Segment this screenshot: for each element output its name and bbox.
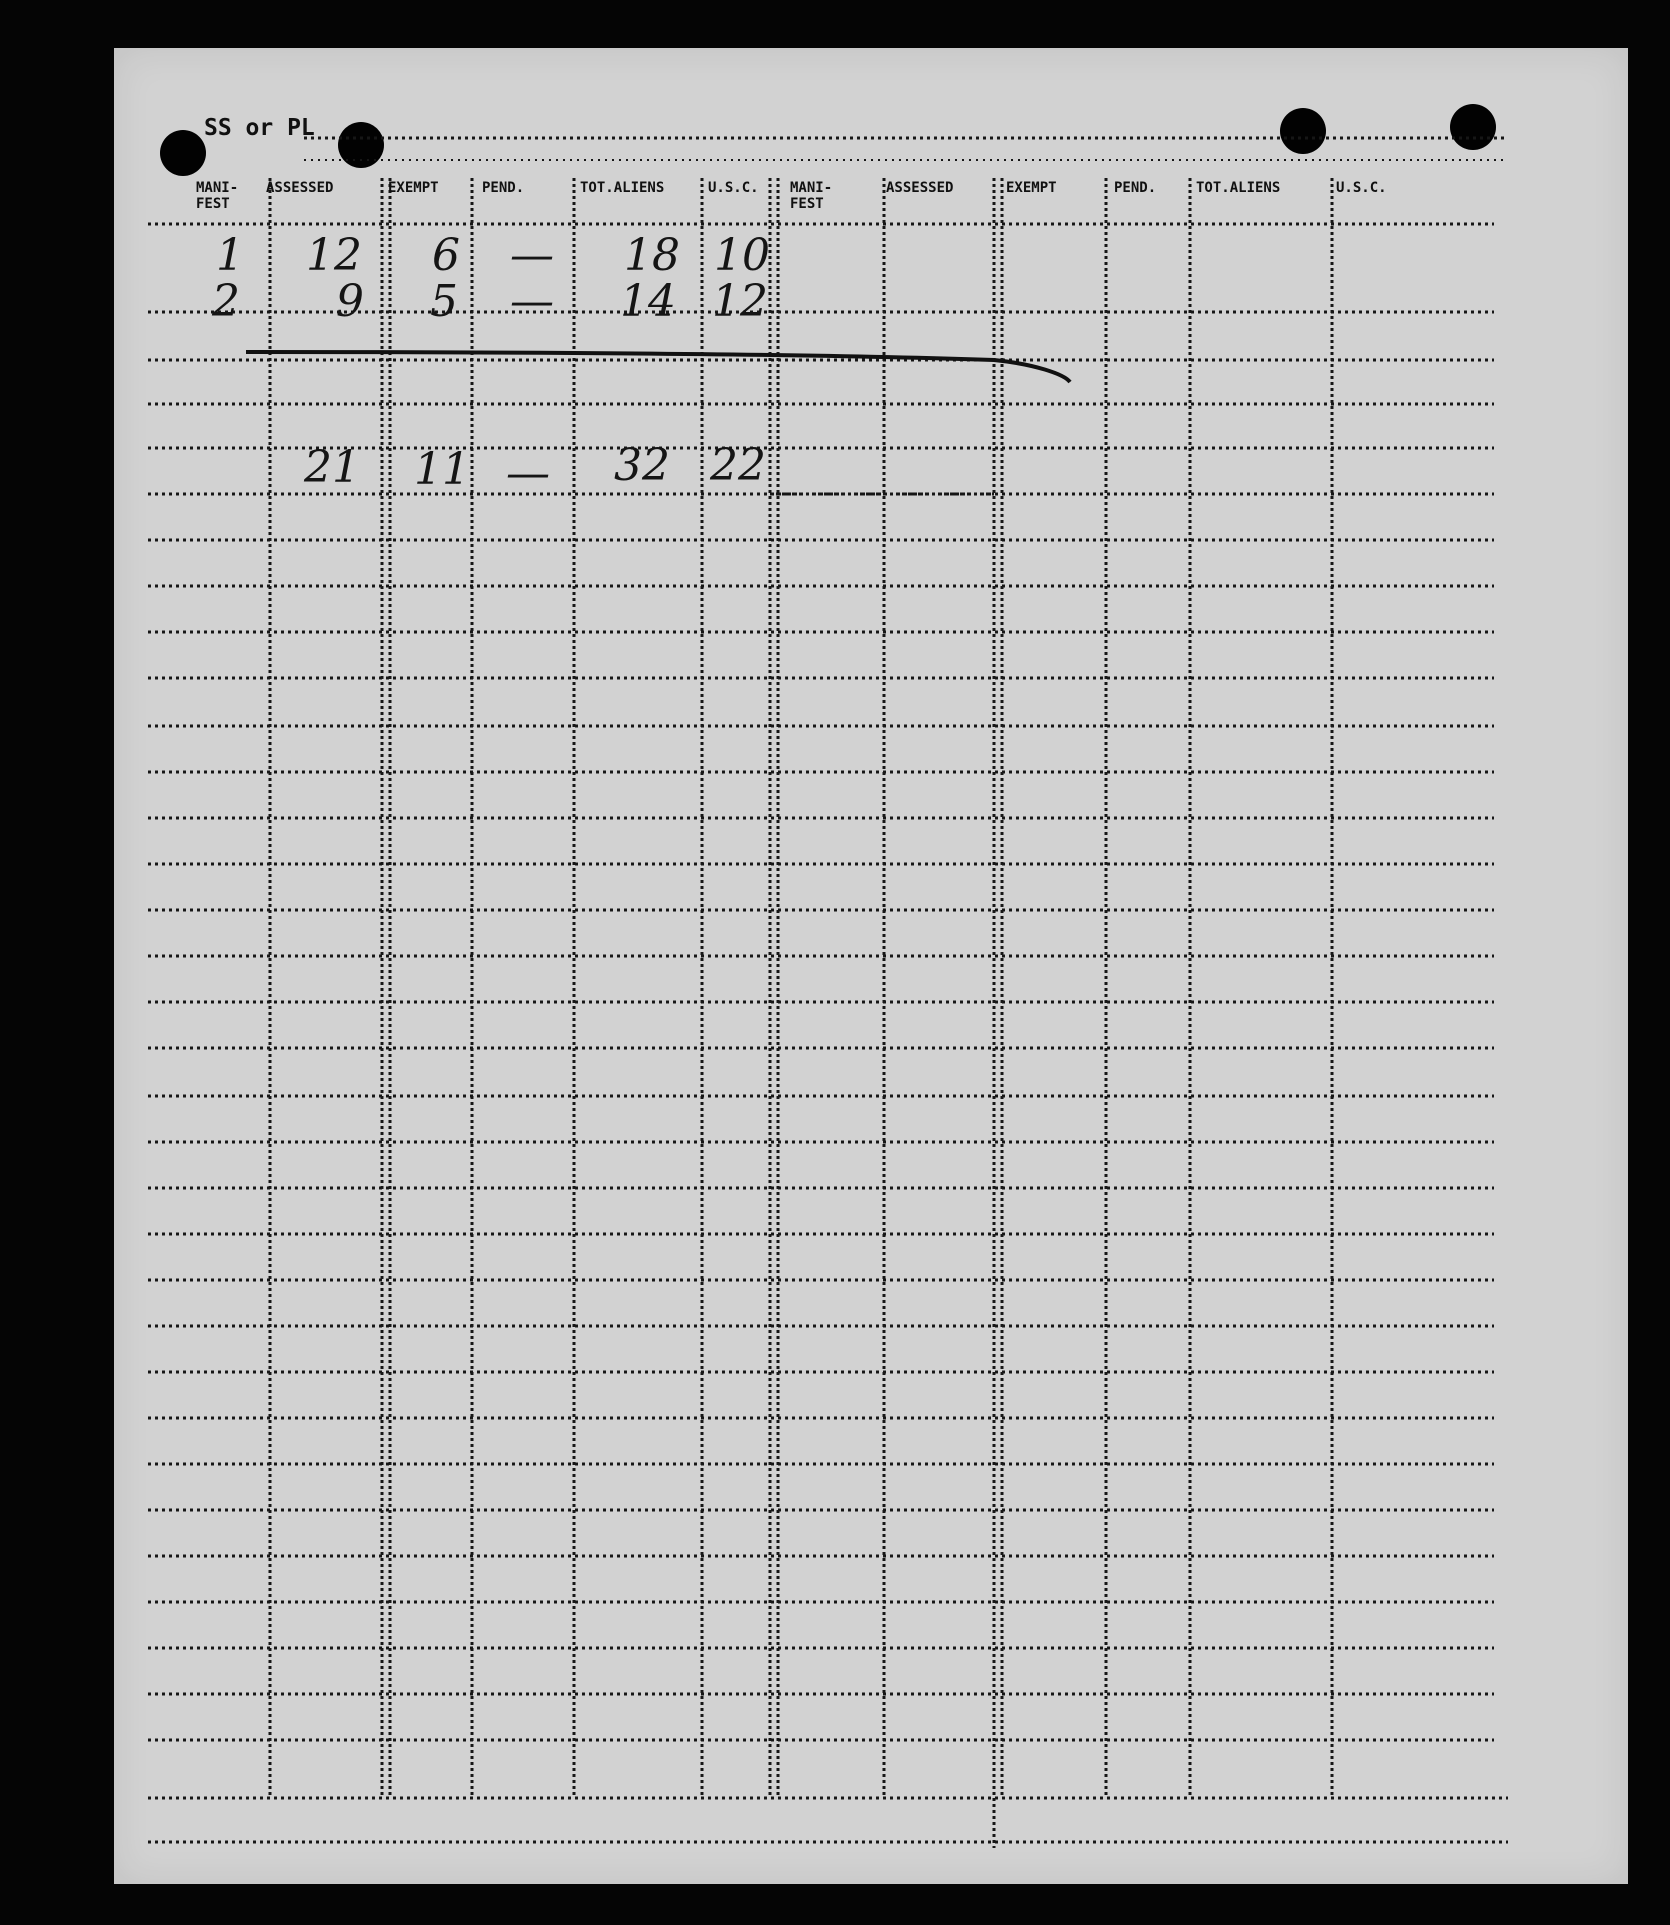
- col-header-usc: U.S.C.: [708, 180, 759, 196]
- col-header-exempt: EXEMPT: [388, 180, 439, 196]
- col-header-manifest-2: MANI- FEST: [790, 180, 833, 212]
- row1-assessed: 12: [306, 230, 362, 281]
- col-header-assessed-2: ASSESSED: [886, 180, 954, 196]
- row2-assessed: 9: [336, 276, 364, 327]
- row1-exempt: 6: [432, 230, 460, 281]
- row1-usc: 10: [714, 230, 770, 281]
- row1-tot-aliens: 18: [624, 230, 680, 281]
- row2-tot-aliens: 14: [620, 276, 676, 327]
- row2-exempt: 5: [430, 276, 458, 327]
- handwritten-sum-line: [246, 352, 1070, 382]
- row1-manifest: 1: [216, 230, 244, 281]
- row1-pend: —: [510, 230, 554, 281]
- total-pend: —: [506, 448, 550, 499]
- col-header-tot-aliens: TOT.ALIENS: [580, 180, 665, 196]
- col-header-tot-aliens-2: TOT.ALIENS: [1196, 180, 1281, 196]
- row2-usc: 12: [712, 276, 768, 327]
- total-exempt: 11: [414, 444, 470, 495]
- col-header-pend-2: PEND.: [1114, 180, 1157, 196]
- col-header-exempt-2: EXEMPT: [1006, 180, 1057, 196]
- col-header-usc-2: U.S.C.: [1336, 180, 1387, 196]
- total-assessed: 21: [304, 442, 360, 493]
- document-sheet: [114, 48, 1628, 1884]
- col-header-assessed: ASSESSED: [266, 180, 334, 196]
- col-header-pend: PEND.: [482, 180, 525, 196]
- ss-or-pl-label: SS or PL: [204, 115, 315, 141]
- total-usc: 22: [710, 440, 766, 491]
- total-tot-aliens: 32: [614, 440, 670, 491]
- col-header-manifest: MANI- FEST: [196, 180, 239, 212]
- row2-manifest: 2: [212, 276, 240, 327]
- row2-pend: —: [510, 276, 554, 327]
